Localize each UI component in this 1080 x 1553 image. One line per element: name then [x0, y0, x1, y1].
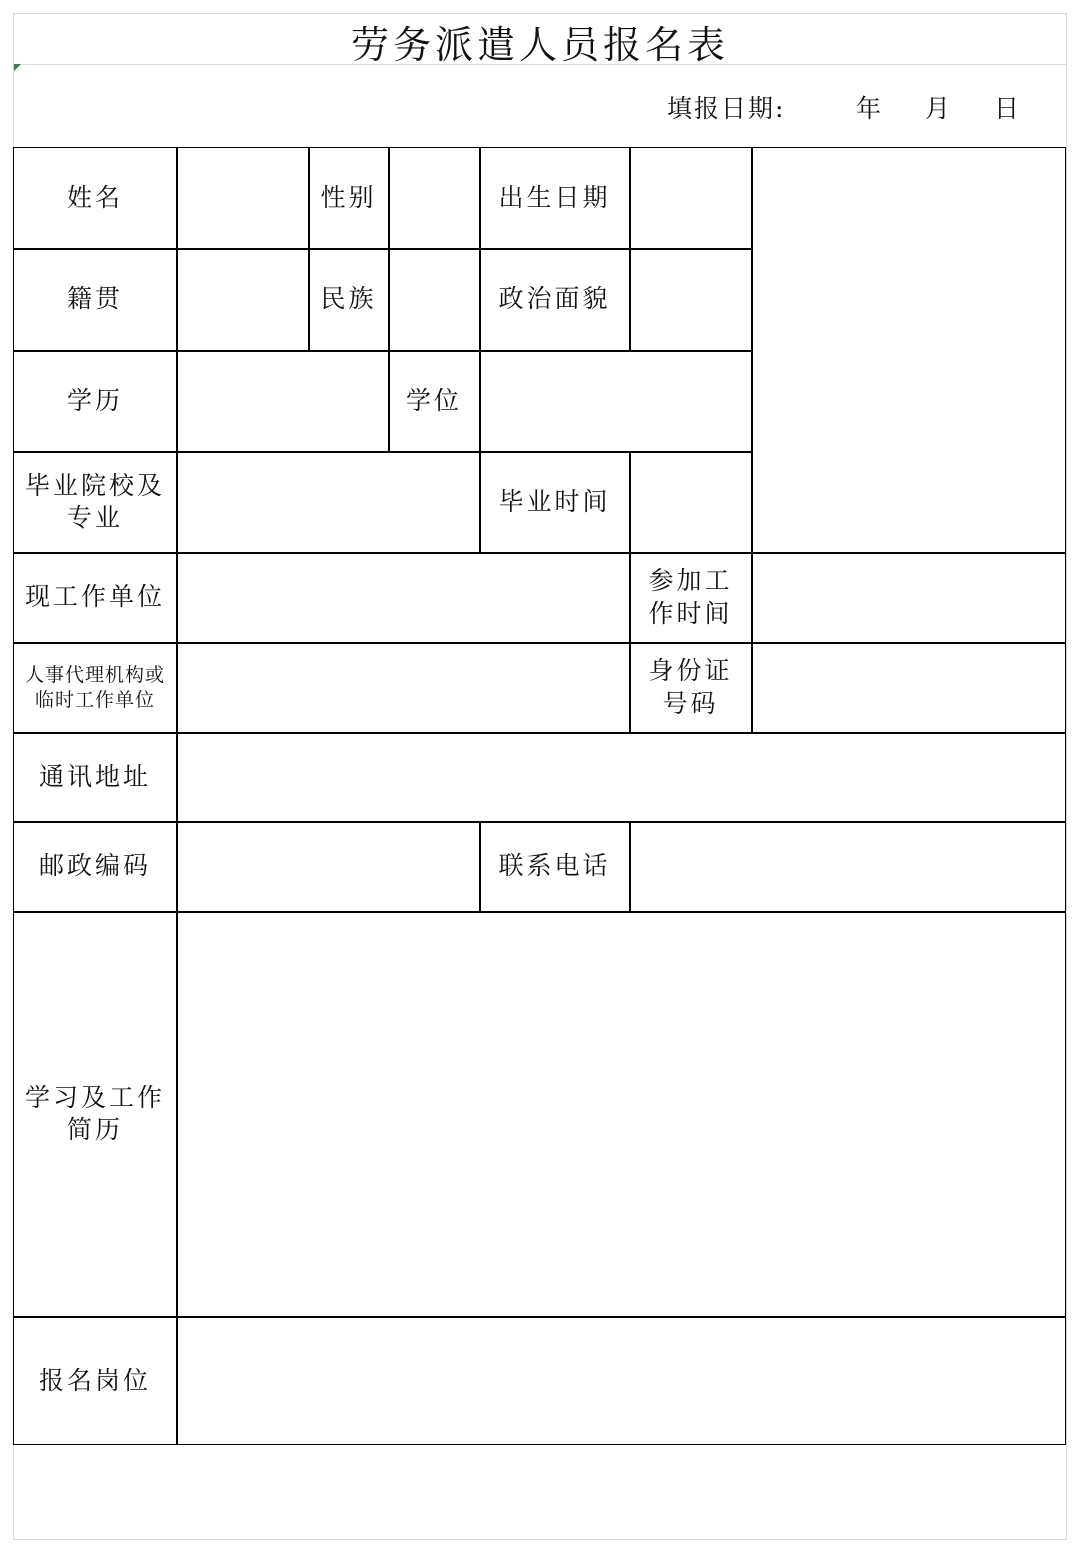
address-field[interactable] [177, 733, 1066, 821]
label-graduation-time: 毕业时间 [498, 486, 611, 516]
fill-date-label: 填报日期: [667, 94, 786, 123]
id-number-field[interactable] [752, 643, 1066, 732]
label-political-status: 政治面貌 [498, 284, 611, 314]
postal-code-field[interactable] [177, 822, 479, 911]
label-native-place: 籍贯 [66, 284, 123, 314]
birth-date-field[interactable] [630, 148, 751, 248]
label-name: 姓名 [66, 182, 123, 212]
degree-field[interactable] [480, 351, 751, 451]
label-birth-date: 出生日期 [498, 182, 611, 212]
label-resume: 学习及工作简历 [24, 1082, 165, 1144]
gender-field[interactable] [389, 148, 479, 248]
label-postal-code: 邮政编码 [38, 851, 151, 881]
work-start-time-field[interactable] [752, 553, 1066, 642]
resume-field[interactable] [177, 912, 1066, 1316]
label-hr-agency: 人事代理机构或临时工作单位 [24, 663, 165, 711]
label-ethnicity: 民族 [320, 284, 377, 314]
label-work-start-time: 参加工作时间 [648, 566, 733, 628]
label-degree: 学位 [405, 385, 462, 415]
sheet-gridline [13, 1539, 1067, 1540]
fill-date-year: 年 [856, 94, 884, 123]
label-current-employer: 现工作单位 [24, 582, 165, 612]
school-major-field[interactable] [177, 452, 479, 552]
label-id-number: 身份证号码 [648, 656, 733, 718]
fill-date-month: 月 [925, 94, 953, 123]
hr-agency-field[interactable] [177, 643, 629, 732]
sheet-gridline [1066, 13, 1067, 1540]
label-education: 学历 [66, 385, 123, 415]
fill-date-day: 日 [994, 94, 1022, 123]
native-place-field[interactable] [177, 249, 308, 350]
phone-field[interactable] [630, 822, 1066, 911]
political-status-field[interactable] [630, 249, 751, 350]
label-address: 通讯地址 [38, 761, 151, 791]
ethnicity-field[interactable] [389, 249, 479, 350]
label-phone: 联系电话 [498, 851, 611, 881]
form-title: 劳务派遣人员报名表 [350, 22, 729, 67]
graduation-time-field[interactable] [630, 452, 751, 552]
label-school-major: 毕业院校及专业 [24, 470, 165, 532]
photo-area[interactable] [752, 148, 1066, 552]
label-position: 报名岗位 [38, 1365, 151, 1395]
registration-form [13, 147, 1066, 1445]
current-employer-field[interactable] [177, 553, 629, 642]
education-field[interactable] [177, 351, 388, 451]
position-field[interactable] [177, 1317, 1066, 1445]
name-field[interactable] [177, 148, 308, 248]
label-gender: 性别 [320, 182, 377, 212]
